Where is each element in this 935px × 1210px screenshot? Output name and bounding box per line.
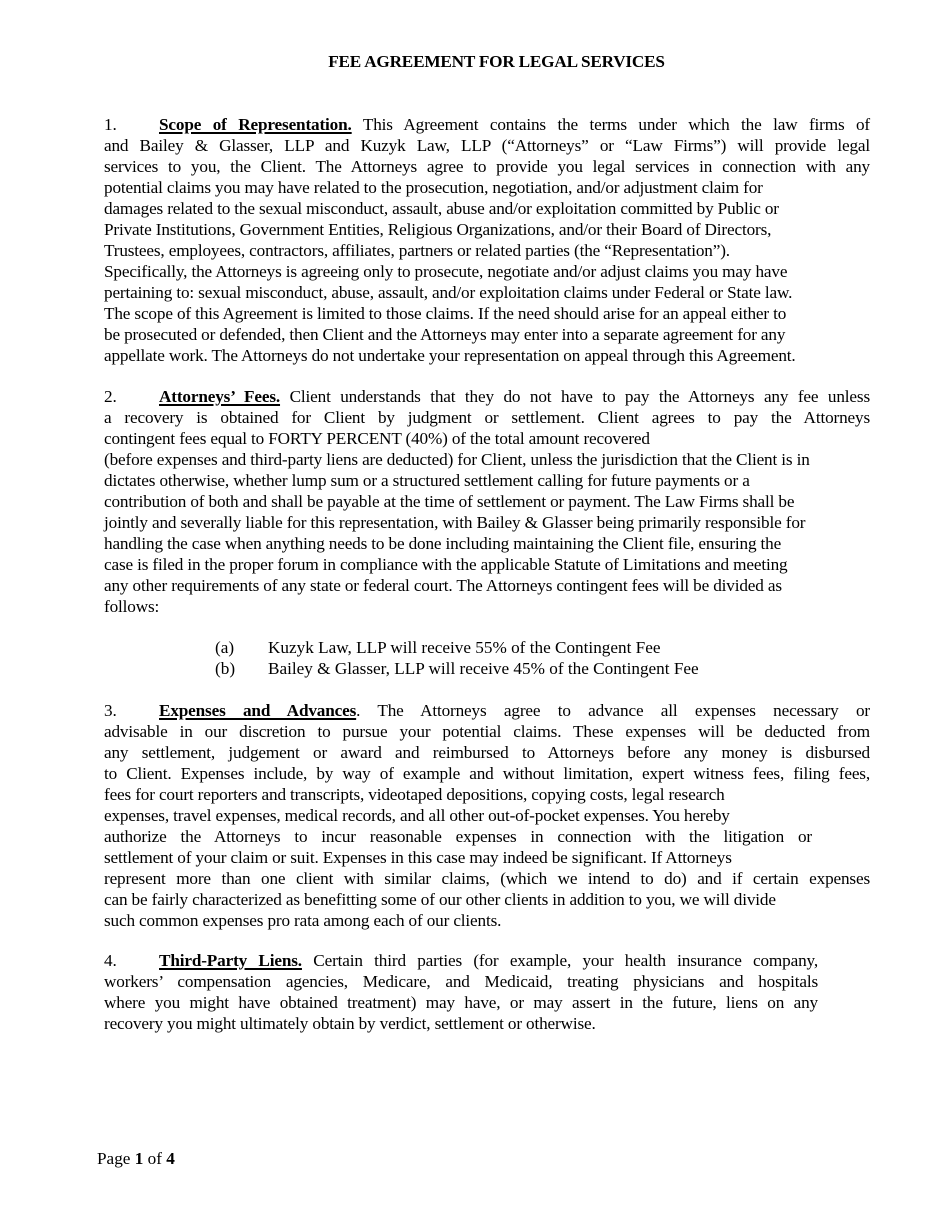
paragraph-line: workers’ compensation agencies, Medicare, and Medicaid, treating physicians and hospitals bbox=[104, 972, 818, 991]
fee-split-label: (b) bbox=[215, 659, 236, 678]
paragraph-line: Private Institutions, Government Entities, Religious Organizations, and/or their Board of Directors, bbox=[104, 220, 772, 239]
paragraph-line: pertaining to: sexual misconduct, abuse, assault, and/or exploitation claims under Federal or State law. bbox=[104, 283, 793, 302]
total-page-count: 4 bbox=[166, 1149, 175, 1168]
paragraph-line: where you might have obtained treatment) may have, or may assert in the future, liens on any bbox=[104, 993, 818, 1012]
current-page-number: 1 bbox=[134, 1149, 144, 1168]
section-number: 4. bbox=[104, 951, 117, 970]
section-first-line bbox=[104, 950, 818, 971]
paragraph-line: (before expenses and third-party liens are deducted) for Client, unless the jurisdiction that the Client is in bbox=[104, 450, 810, 469]
paragraph-line: case is filed in the proper forum in compliance with the applicable Statute of Limitations and meeting bbox=[104, 555, 788, 574]
paragraph-line: potential claims you may have related to the prosecution, negotiation, and/or adjustment claim for bbox=[104, 178, 763, 197]
paragraph-line: Specifically, the Attorneys is agreeing only to prosecute, negotiate and/or adjust claims you may have bbox=[104, 262, 788, 281]
section-first-line bbox=[104, 700, 870, 721]
fee-split-text: Bailey & Glasser, LLP will receive 45% of the Contingent Fee bbox=[268, 659, 699, 678]
document-title: FEE AGREEMENT FOR LEGAL SERVICES bbox=[328, 52, 665, 71]
fee-split-text: Kuzyk Law, LLP will receive 55% of the Contingent Fee bbox=[268, 638, 661, 657]
fee-split-label: (a) bbox=[215, 638, 235, 657]
paragraph-line: handling the case when anything needs to be done including maintaining the Client file, ensuring the bbox=[104, 534, 782, 553]
page-of-label: of bbox=[147, 1149, 162, 1168]
section-first-line bbox=[104, 114, 870, 135]
paragraph-line: be prosecuted or defended, then Client and the Attorneys may enter into a separate agreement for any bbox=[104, 325, 786, 344]
section-heading: Attorneys’ Fees. bbox=[159, 387, 281, 406]
paragraph-line: represent more than one client with similar claims, (which we intend to do) and if certain expenses bbox=[104, 869, 870, 888]
paragraph-line: contingent fees equal to FORTY PERCENT (40%) of the total amount recovered bbox=[104, 429, 650, 448]
paragraph-text: Certain third parties (for example, your health insurance company, bbox=[313, 951, 818, 970]
paragraph-line: follows: bbox=[104, 597, 160, 616]
paragraph-line: any other requirements of any state or federal court. The Attorneys contingent fees will be divided as bbox=[104, 576, 782, 595]
paragraph-line: jointly and severally liable for this representation, with Bailey & Glasser being primarily responsible for bbox=[104, 513, 806, 532]
paragraph-line: expenses, travel expenses, medical records, and all other out-of-pocket expenses. You hereby bbox=[104, 806, 730, 825]
section-heading: Scope of Representation. bbox=[159, 115, 352, 134]
section-first-line bbox=[104, 386, 870, 407]
section-heading: Expenses and Advances bbox=[159, 701, 357, 720]
paragraph-line: The scope of this Agreement is limited to those claims. If the need should arise for an appeal either to bbox=[104, 304, 787, 323]
paragraph-line: any settlement, judgement or award and reimbursed to Attorneys before any money is disbursed bbox=[104, 743, 870, 762]
paragraph-line: advisable in our discretion to pursue your potential claims. These expenses will be deducted from bbox=[104, 722, 870, 741]
section-number: 2. bbox=[104, 387, 117, 406]
page-number-footer bbox=[97, 1149, 175, 1169]
paragraph-line: Trustees, employees, contractors, affiliates, partners or related parties (the “Representation”). bbox=[104, 241, 730, 260]
section-number: 3. bbox=[104, 701, 117, 720]
section-heading: Third-Party Liens. bbox=[159, 951, 302, 970]
paragraph-text: This Agreement contains the terms under which the law firms of bbox=[362, 115, 870, 134]
paragraph-line: fees for court reporters and transcripts, videotaped depositions, copying costs, legal research bbox=[104, 785, 725, 804]
paragraph-text: Client understands that they do not have to pay the Attorneys any fee unless bbox=[289, 387, 870, 406]
paragraph-line: settlement of your claim or suit. Expenses in this case may indeed be significant. If Attorneys bbox=[104, 848, 732, 867]
section-number: 1. bbox=[104, 115, 117, 134]
paragraph-text: . The Attorneys agree to advance all expenses necessary or bbox=[356, 701, 870, 720]
paragraph-line: dictates otherwise, whether lump sum or a structured settlement calling for future payments or a bbox=[104, 471, 750, 490]
paragraph-line: services to you, the Client. The Attorneys agree to provide you legal services in connection with any bbox=[104, 157, 870, 176]
paragraph-line: recovery you might ultimately obtain by verdict, settlement or otherwise. bbox=[104, 1014, 596, 1033]
paragraph-line: contribution of both and shall be payable at the time of settlement or payment. The Law Firms shall be bbox=[104, 492, 795, 511]
paragraph-line: can be fairly characterized as benefitting some of our other clients in addition to you, we will divide bbox=[104, 890, 776, 909]
paragraph-line: damages related to the sexual misconduct, assault, abuse and/or exploitation committed by Public or bbox=[104, 199, 779, 218]
paragraph-line: appellate work. The Attorneys do not undertake your representation on appeal through this Agreement. bbox=[104, 346, 796, 365]
paragraph-line: to Client. Expenses include, by way of example and without limitation, expert witness fees, filing fees, bbox=[104, 764, 870, 783]
paragraph-line: such common expenses pro rata among each of our clients. bbox=[104, 911, 502, 930]
paragraph-line: authorize the Attorneys to incur reasonable expenses in connection with the litigation or bbox=[104, 827, 812, 846]
paragraph-line: and Bailey & Glasser, LLP and Kuzyk Law, LLP (“Attorneys” or “Law Firms”) will provide legal bbox=[104, 136, 870, 155]
paragraph-line: a recovery is obtained for Client by judgment or settlement. Client agrees to pay the Attorneys bbox=[104, 408, 870, 427]
page-prefix: Page bbox=[97, 1149, 131, 1168]
